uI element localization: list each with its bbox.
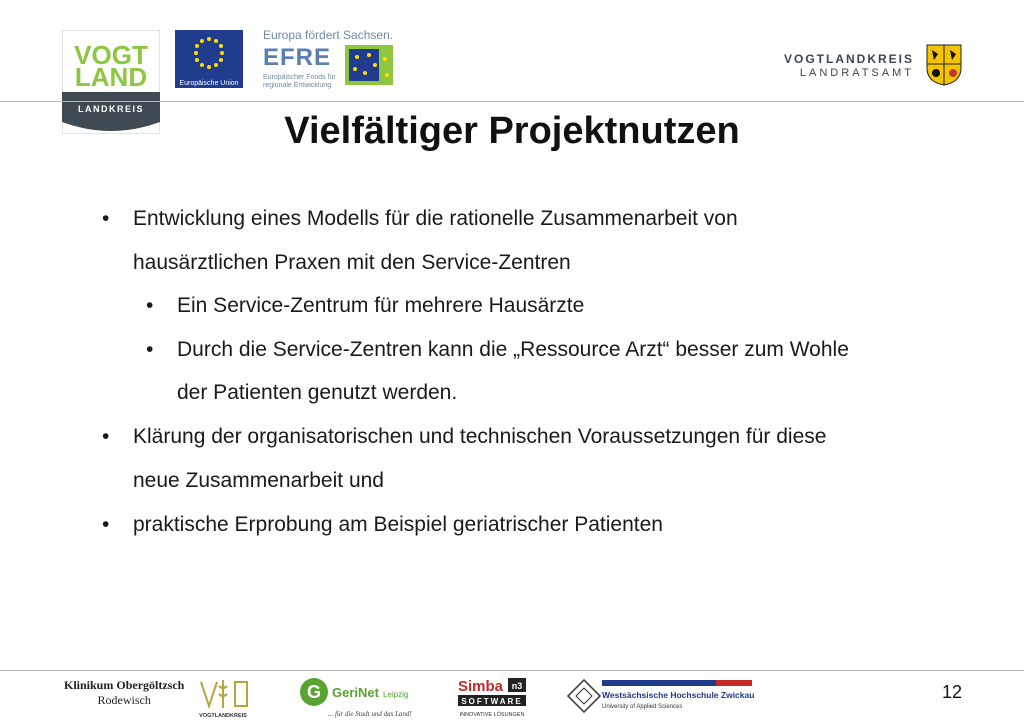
vogtland-logo-line1: VOGT bbox=[74, 40, 148, 70]
subbullet-2-line-1: Durch die Service-Zentren kann die „Ressource Arzt“ besser zum Wohle bbox=[177, 338, 849, 361]
coat-of-arms-icon bbox=[926, 44, 962, 86]
whz-logo bbox=[566, 678, 756, 718]
bullet-2-line-2: neue Zusammenarbeit und bbox=[133, 469, 384, 492]
gerinet-city: Leipzig bbox=[383, 690, 409, 699]
bullet-3: praktische Erprobung am Beispiel geriatrischer Patienten bbox=[133, 513, 663, 536]
vogtlandkreis-small-logo bbox=[193, 676, 253, 720]
bullet-2-line-1: Klärung der organisatorischen und technischen Voraussetzungen für diese bbox=[133, 425, 827, 448]
whz-name: Westsächsische Hochschule Zwickau bbox=[602, 690, 755, 700]
bullet-marker: • bbox=[102, 207, 110, 230]
landratsamt-line1: VOGTLANDKREIS bbox=[783, 52, 914, 66]
landratsamt-logo bbox=[784, 52, 914, 79]
subbullet-2-line-2: der Patienten genutzt werden. bbox=[177, 381, 458, 404]
subbullet-1: Ein Service-Zentrum für mehrere Hausärzte bbox=[177, 294, 585, 317]
klinikum-name: Klinikum Obergöltzsch bbox=[64, 678, 185, 692]
gerinet-tagline: ... für die Stadt und das Land! bbox=[328, 710, 412, 718]
klinikum-logo bbox=[64, 678, 184, 708]
svg-text:G: G bbox=[306, 682, 322, 702]
simba-software-logo bbox=[456, 676, 532, 720]
bullet-marker: • bbox=[102, 513, 110, 536]
bullet-1-line-1: Entwicklung eines Modells für die rationelle Zusammenarbeit von bbox=[133, 207, 738, 230]
efre-subtitle: Europäischer Fonds für regionale Entwicklung bbox=[263, 74, 336, 89]
klinikum-city: Rodewisch bbox=[97, 693, 151, 707]
landratsamt-line2: LANDRATSAMT bbox=[799, 67, 914, 79]
bullet-1-line-2: hausärztlichen Praxen mit den Service-Zentren bbox=[133, 251, 571, 274]
simba-name: Simba bbox=[458, 678, 504, 695]
bullet-marker: • bbox=[146, 294, 154, 317]
slide-title: Vielfältiger Projektnutzen bbox=[284, 110, 740, 152]
whz-subtitle: University of Applied Sciences bbox=[602, 704, 683, 710]
simba-band: SOFTWARE bbox=[461, 697, 523, 706]
efre-slogan: Europa fördert Sachsen. bbox=[263, 28, 394, 42]
gerinet-logo bbox=[298, 676, 418, 720]
vogtland-logo-line2: LAND bbox=[74, 62, 148, 92]
footer-divider bbox=[0, 670, 1024, 671]
gerinet-name: GeriNet bbox=[332, 685, 379, 700]
efre-wordmark: EFRE bbox=[263, 44, 332, 71]
efre-flag-icon bbox=[345, 45, 393, 85]
vogtlandkreis-small-label: VOGTLANDKREIS bbox=[199, 713, 247, 719]
header-divider bbox=[0, 101, 1024, 102]
vogtland-logo-banner: LANDKREIS bbox=[77, 104, 145, 114]
simba-subtitle: INNOVATIVE LÖSUNGEN bbox=[459, 712, 525, 718]
page-number: 12 bbox=[941, 682, 962, 702]
simba-superscript: n3 bbox=[511, 681, 523, 691]
bullet-marker: • bbox=[146, 338, 154, 361]
bullet-marker: • bbox=[102, 425, 110, 448]
eu-flag-logo bbox=[175, 30, 243, 88]
eu-logo-label: Europäische Union bbox=[179, 80, 239, 87]
